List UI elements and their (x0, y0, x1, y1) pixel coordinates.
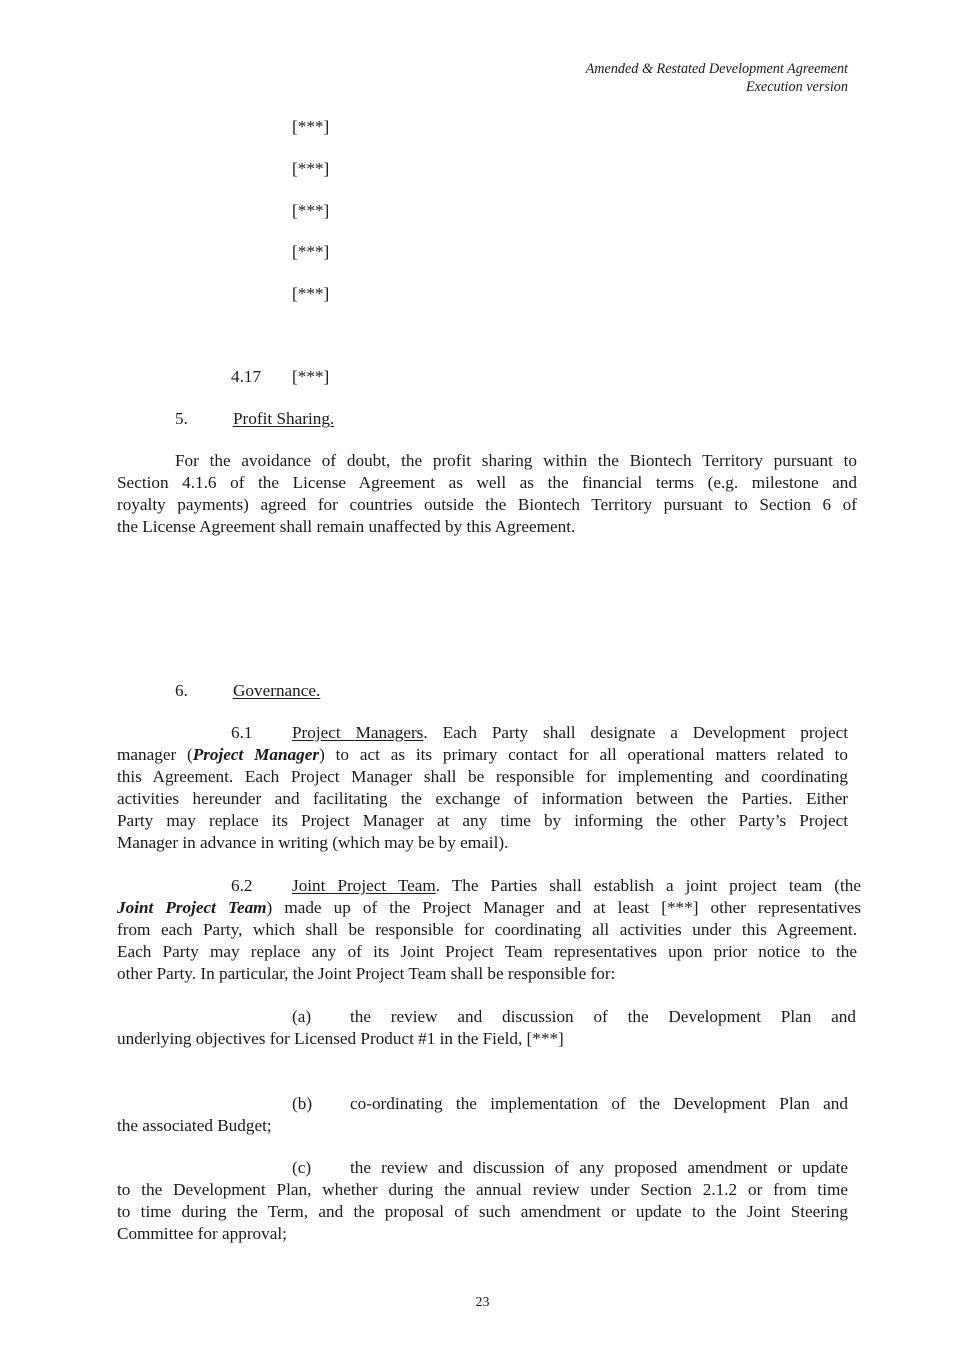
redaction-marker: [***] (292, 242, 330, 261)
section-6-2-heading: Joint Project Team (292, 876, 436, 895)
list-item-line: to time during the Term, and the proposal of such amendment or update to the Joint Steering (117, 1202, 848, 1221)
defined-term-project-manager: Project Manager (192, 745, 320, 764)
list-item-first-line: (c) the review and discussion of any proposed amendment or update (292, 1158, 848, 1177)
running-header-title: Amended & Restated Development Agreement (585, 61, 848, 77)
section-6-2-first-line: Joint Project Team. The Parties shall establish a joint project team (the (292, 876, 861, 895)
section-6-2-body-line: from each Party, which shall be responsible for coordinating all activities under this Agreement. (117, 920, 857, 939)
section-6-heading: Governance. (233, 681, 321, 700)
section-6-1-body-line: Party may replace its Project Manager at any time by informing the other Party’s Project (117, 811, 848, 830)
list-item-label: (c) (292, 1158, 312, 1177)
section-6-2-body-line: Each Party may replace any of its Joint Project Team representatives upon prior notice to the (117, 942, 857, 961)
section-4-17-text: [***] (292, 367, 330, 386)
list-item-line: Committee for approval; (117, 1224, 287, 1243)
section-6-number: 6. (175, 681, 188, 700)
section-5-body-line: the License Agreement shall remain unaffected by this Agreement. (117, 517, 576, 536)
list-item-line: to the Development Plan, whether during the annual review under Section 2.1.2 or from time (117, 1180, 848, 1199)
section-6-1-body-line: this Agreement. Each Project Manager shall be responsible for implementing and coordinating (117, 767, 848, 786)
section-5-heading: Profit Sharing. (233, 409, 335, 428)
list-item-line: underlying objectives for Licensed Product #1 in the Field, [***] (117, 1029, 564, 1048)
section-6-2-body-line: other Party. In particular, the Joint Project Team shall be responsible for: (117, 964, 616, 983)
redaction-marker: [***] (292, 159, 330, 178)
section-5-body-line: royalty payments) agreed for countries outside the Biontech Territory pursuant to Section 6 of (117, 495, 857, 514)
section-6-1-heading: Project Managers (292, 723, 424, 742)
section-5-number: 5. (175, 409, 188, 428)
defined-term-joint-project-team: Joint Project Team (117, 898, 267, 917)
list-item-label: (a) (292, 1007, 312, 1026)
section-6-1-first-line: Project Managers. Each Party shall designate a Development project (292, 723, 848, 742)
list-item-first-line: (a) the review and discussion of the Development Plan and (292, 1007, 856, 1026)
section-6-1-body-line: activities hereunder and facilitating the exchange of information between the Parties. Either (117, 789, 848, 808)
running-header-version: Execution version (745, 79, 848, 95)
redaction-marker: [***] (292, 284, 330, 303)
section-5-body-line: For the avoidance of doubt, the profit sharing within the Biontech Territory pursuant to (175, 451, 857, 470)
redaction-marker: [***] (292, 201, 330, 220)
section-5-body-line: Section 4.1.6 of the License Agreement as well as the financial terms (e.g. milestone and (117, 473, 857, 492)
section-6-2-body-line: Joint Project Team) made up of the Project Manager and at least [***] other representatives (117, 898, 861, 917)
list-item-first-line: (b) co-ordinating the implementation of the Development Plan and (292, 1094, 848, 1113)
section-6-2-number: 6.2 (231, 876, 253, 895)
redaction-marker: [***] (292, 117, 330, 136)
section-6-1-number: 6.1 (231, 723, 253, 742)
section-6-1-body-line: Manager in advance in writing (which may be by email). (117, 833, 509, 852)
section-6-1-body-line: manager (Project Manager) to act as its primary contact for all operational matters related to (117, 745, 848, 764)
list-item-line: the associated Budget; (117, 1116, 272, 1135)
list-item-label: (b) (292, 1094, 313, 1113)
section-4-17-number: 4.17 (231, 367, 262, 386)
page-number: 23 (475, 1295, 490, 1310)
